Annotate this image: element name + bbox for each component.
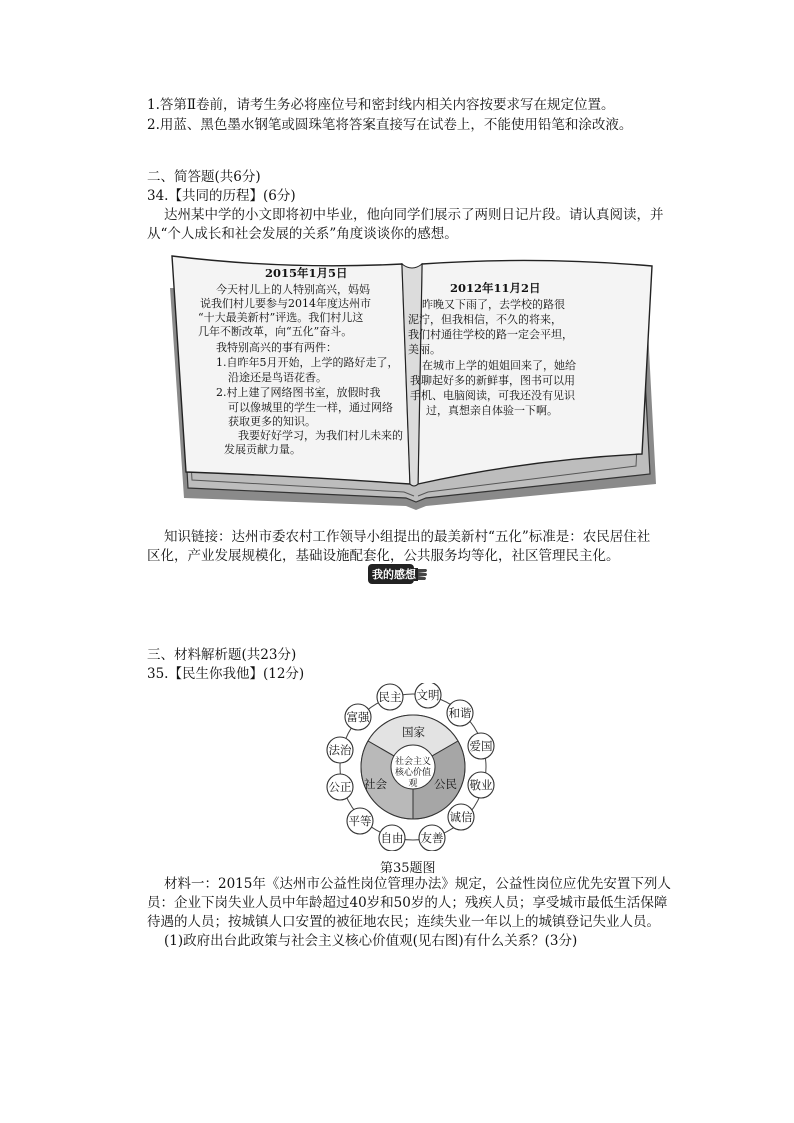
segment-citizen: 公民 bbox=[434, 777, 457, 791]
value-bubble: 敬业 bbox=[469, 778, 493, 792]
my-thoughts-label: 我的感想 bbox=[372, 568, 416, 581]
value-bubble: 文明 bbox=[416, 688, 440, 702]
diary-left-line: 2.村上建了网络图书室，放假时我 bbox=[216, 386, 381, 399]
diary-right-line: 美丽。 bbox=[408, 343, 441, 356]
value-bubble: 平等 bbox=[348, 814, 372, 828]
knowledge-link-2: 区化，产业发展规模化，基础设施配套化，公共服务均等化，社区管理民主化。 bbox=[147, 548, 620, 564]
value-bubble: 友善 bbox=[420, 831, 444, 845]
diary-right-date: 2012年11月2日 bbox=[450, 281, 541, 295]
value-bubble: 民主 bbox=[378, 690, 402, 704]
diary-left-line: 1.自昨年5月开始，上学的路好走了， bbox=[216, 356, 399, 369]
value-bubble: 公正 bbox=[328, 780, 352, 794]
diary-left-line: 获取更多的知识。 bbox=[228, 415, 316, 428]
material-line-1: 材料一：2015年《达州市公益性岗位管理办法》规定，公益性岗位应优先安置下列人 bbox=[164, 876, 671, 892]
diary-left-line: 我特别高兴的事有两件： bbox=[216, 341, 337, 354]
value-bubble: 诚信 bbox=[449, 810, 473, 824]
material-line-3: 待遇的人员；按城镇人口安置的被征地农民；连续失业一年以上的城镇登记失业人员。 bbox=[147, 914, 660, 930]
wheel-center-line-2: 核心价值观 bbox=[394, 768, 431, 789]
diary-right-line: 手机、电脑阅读，可我还没有见识 bbox=[410, 389, 575, 402]
diary-left-date: 2015年1月5日 bbox=[265, 266, 348, 280]
diary-right-line: 在城市上学的姐姐回来了，她给 bbox=[422, 359, 576, 372]
diary-left-line: 我要好好学习，为我们村儿未来的 bbox=[238, 429, 403, 442]
value-bubble: 法治 bbox=[328, 743, 352, 757]
value-bubble: 自由 bbox=[380, 831, 404, 845]
note-line-2: 2.用蓝、黑色墨水钢笔或圆珠笔将答案直接写在试卷上，不能使用铅笔和涂改液。 bbox=[147, 117, 633, 133]
value-bubble: 爱国 bbox=[469, 739, 493, 753]
diary-right-line: 昨晚又下雨了，去学校的路很 bbox=[422, 298, 565, 311]
segment-society: 社会 bbox=[364, 777, 387, 791]
knowledge-link-1: 知识链接：达州市委农村工作领导小组提出的最美新村“五化”标准是：农民居住社 bbox=[164, 529, 651, 545]
value-bubble: 和谐 bbox=[448, 706, 472, 720]
figure-caption: 第35题图 bbox=[380, 861, 436, 876]
wheel-center-line-1: 社会主义 bbox=[394, 757, 431, 767]
diary-right-line: 过，真想亲自体验一下啊。 bbox=[426, 404, 558, 417]
diary-left-line: 今天村儿上的人特别高兴，妈妈 bbox=[216, 283, 370, 296]
diary-right-line: 我们村通往学校的路一定会平坦， bbox=[408, 328, 573, 341]
sub-question-1: (1)政府出台此政策与社会主义核心价值观(见右图)有什么关系？(3分) bbox=[164, 933, 578, 949]
diary-left-line: 几年不断改革，向“五化”奋斗。 bbox=[198, 325, 353, 338]
value-bubble: 富强 bbox=[346, 710, 370, 724]
diary-left-line: 沿途还是鸟语花香。 bbox=[228, 371, 327, 384]
segment-country: 国家 bbox=[402, 725, 425, 739]
section2-heading: 二、简答题(共6分) bbox=[147, 169, 261, 185]
diary-left-line: 发展贡献力量。 bbox=[224, 443, 301, 456]
diary-right-line: 我聊起好多的新鲜事，图书可以用 bbox=[410, 374, 575, 387]
diary-left-line: 说我们村儿要参与2014年度达州市 bbox=[200, 297, 371, 310]
question-34-intro-1: 达州某中学的小文即将初中毕业，他向同学们展示了两则日记片段。请认真阅读，并 bbox=[164, 207, 664, 223]
diary-right-line: 泥泞，但我相信，不久的将来， bbox=[408, 313, 562, 326]
question-34-title: 34.【共同的历程】(6分) bbox=[147, 188, 296, 204]
material-line-2: 员：企业下岗失业人员中年龄超过40岁和50岁的人；残疾人员；享受城市最低生活保障 bbox=[147, 895, 668, 911]
section3-heading: 三、材料解析题(共23分) bbox=[147, 647, 297, 663]
note-line-1: 1.答第Ⅱ卷前，请考生务必将座位号和密封线内相关内容按要求写在规定位置。 bbox=[147, 97, 615, 113]
diary-left-line: 可以像城里的学生一样，通过网络 bbox=[228, 401, 393, 414]
question-34-intro-2: 从“个人成长和社会发展的关系”角度谈谈你的感想。 bbox=[147, 226, 458, 242]
question-35-title: 35.【民生你我他】(12分) bbox=[147, 666, 305, 682]
diary-left-line: “十大最美新村”评选。我们村儿这 bbox=[198, 311, 364, 324]
